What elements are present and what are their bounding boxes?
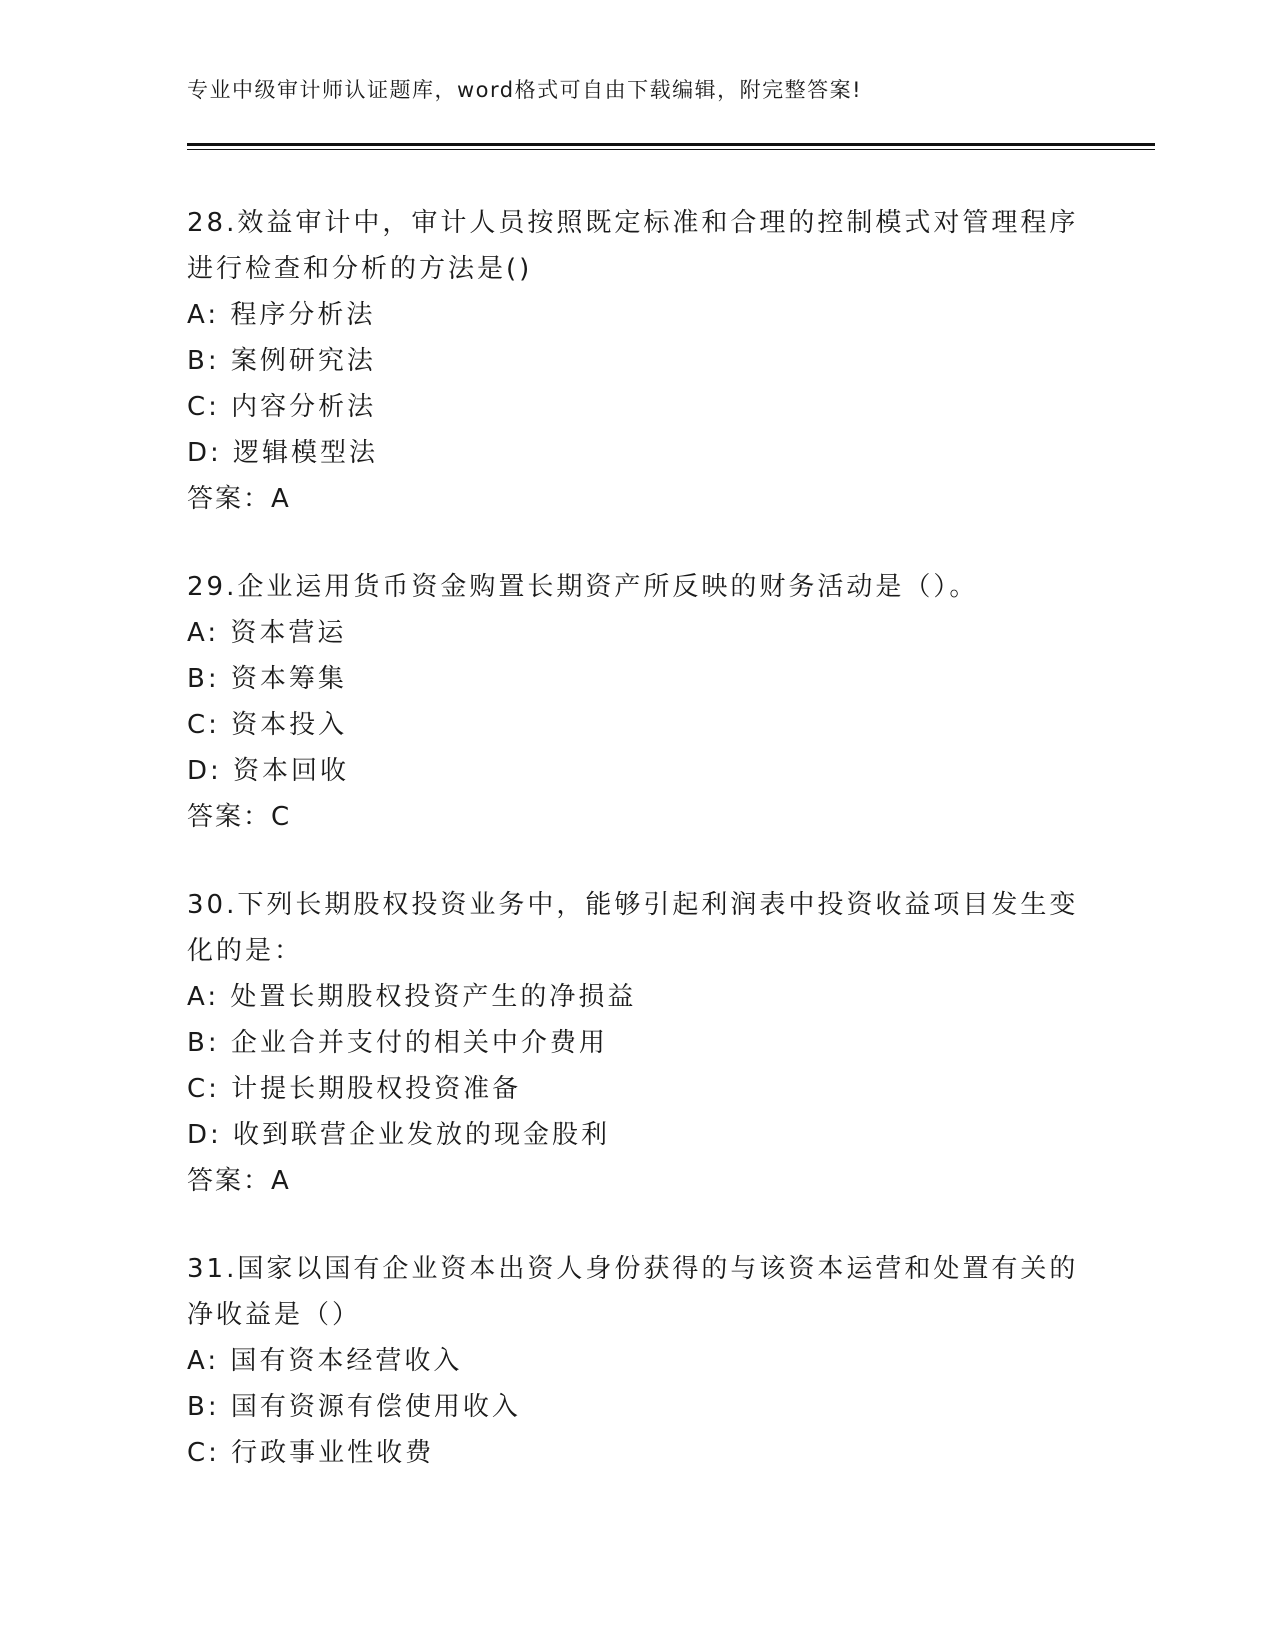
answer-label: 答案：C — [187, 802, 292, 832]
option-b: B: 企业合并支付的相关中介费用 — [187, 1028, 608, 1058]
divider-thick-line — [187, 143, 1155, 146]
option-c: C: 行政事业性收费 — [187, 1438, 435, 1468]
question-30 — [187, 882, 1087, 1204]
option-b: B: 案例研究法 — [187, 346, 376, 376]
option-c: C: 内容分析法 — [187, 392, 377, 422]
question-text: 28.效益审计中，审计人员按照既定标准和合理的控制模式对管理程序进行检查和分析的方法是() — [187, 208, 1079, 284]
option-a: A: 资本营运 — [187, 618, 347, 648]
option-a: A: 处置长期股权投资产生的净损益 — [187, 982, 637, 1012]
question-text: 31.国家以国有企业资本出资人身份获得的与该资本运营和处置有关的净收益是（） — [187, 1254, 1079, 1330]
option-b: B: 国有资源有偿使用收入 — [187, 1392, 521, 1422]
option-a: A: 国有资本经营收入 — [187, 1346, 463, 1376]
option-d: D: 收到联营企业发放的现金股利 — [187, 1120, 611, 1150]
question-list — [187, 200, 1087, 1518]
option-b: B: 资本筹集 — [187, 664, 347, 694]
option-a: A: 程序分析法 — [187, 300, 376, 330]
header-divider — [187, 143, 1155, 151]
divider-thin-line — [187, 149, 1155, 150]
option-c: C: 计提长期股权投资准备 — [187, 1074, 522, 1104]
page-header-text: 专业中级审计师认证题库，word格式可自由下载编辑，附完整答案! — [187, 78, 863, 102]
answer-label: 答案：A — [187, 1166, 291, 1196]
question-text: 29.企业运用货币资金购置长期资产所反映的财务活动是（）。 — [187, 572, 979, 602]
question-31 — [187, 1246, 1087, 1476]
option-c: C: 资本投入 — [187, 710, 348, 740]
question-text: 30.下列长期股权投资业务中，能够引起利润表中投资收益项目发生变化的是： — [187, 890, 1079, 966]
answer-label: 答案：A — [187, 484, 291, 514]
option-d: D: 资本回收 — [187, 756, 350, 786]
question-28 — [187, 200, 1087, 522]
question-29 — [187, 564, 1087, 840]
option-d: D: 逻辑模型法 — [187, 438, 379, 468]
